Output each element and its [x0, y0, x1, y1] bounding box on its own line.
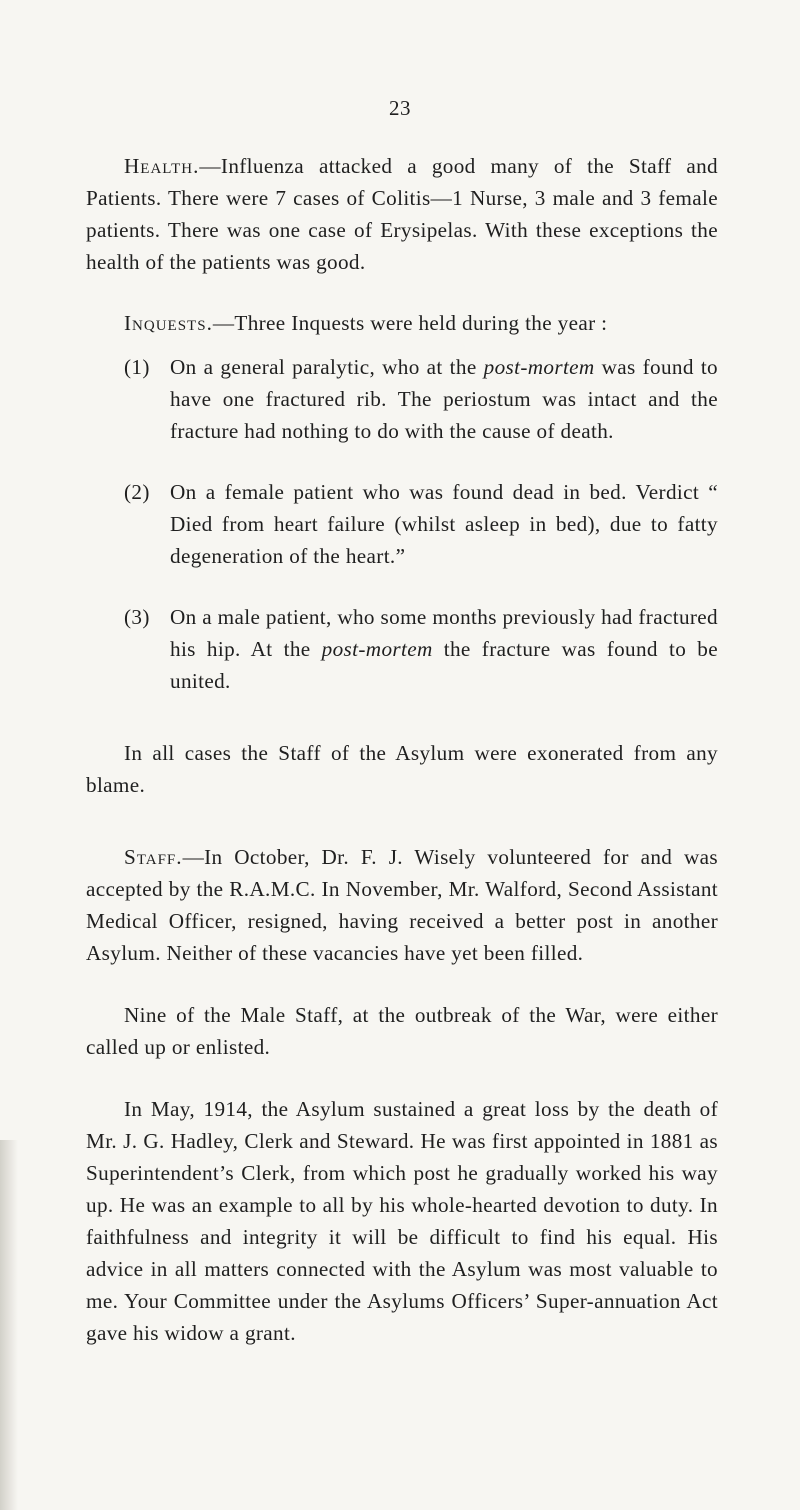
staff-paragraph: [86, 841, 718, 969]
inquest-item: [86, 601, 718, 697]
inquest-item-text-start: On a general paralytic, who at the: [170, 355, 484, 379]
post-mortem-term: post-mortem: [321, 637, 433, 661]
inquest-item: [86, 351, 718, 447]
post-mortem-term: post-mortem: [483, 355, 595, 379]
inquests-heading: Inquests.: [124, 311, 213, 335]
inquest-item-text-end: the fracture was found to be united.: [170, 637, 718, 693]
inquest-item-text-start: On a male patient, who some months previously had fractured his hip. At the: [170, 605, 718, 661]
inquest-item-text: [170, 351, 718, 447]
health-paragraph: [86, 150, 718, 278]
inquests-conclusion: In all cases the Staff of the Asylum were exonerated from any blame.: [86, 741, 718, 797]
staff-heading: Staff.: [124, 845, 183, 869]
staff-text: —In October, Dr. F. J. Wisely volunteered for and was accepted by the R.A.M.C. In November, Mr. Walford, Second Assistant Medical Officer, resigned, having received a better post in another Asylum. Neither of these vacancies have yet been filled.: [86, 845, 718, 965]
health-heading: Health.: [124, 154, 200, 178]
page-number: 23: [389, 96, 411, 120]
inquests-text: —Three Inquests were held during the year :: [212, 311, 608, 335]
page-edge-shadow: [0, 1140, 18, 1510]
inquest-item: [86, 476, 718, 572]
war-paragraph: Nine of the Male Staff, at the outbreak of the War, were either called up or enlisted.: [86, 1003, 718, 1059]
inquest-item-number: (3): [124, 605, 150, 629]
inquest-item-number: (1): [124, 355, 150, 379]
inquest-item-text: [170, 601, 718, 697]
document-body: [86, 150, 718, 1349]
inquest-item-text-end: was found to have one fractured rib. The periostum was intact and the fracture had nothing to do with the cause of death.: [170, 355, 718, 443]
inquest-item-text: On a female patient who was found dead in bed. Verdict “ Died from heart failure (whilst asleep in bed), due to fatty degeneration of the heart.”: [170, 480, 718, 568]
inquest-item-number: (2): [124, 480, 150, 504]
inquests-paragraph: [86, 307, 718, 339]
hadley-paragraph: In May, 1914, the Asylum sustained a great loss by the death of Mr. J. G. Hadley, Clerk and Steward. He was first appointed in 1881 as Superintendent’s Clerk, from which post he gradually worked his way up. He was an example to all by his whole-hearted devotion to duty. In faithfulness and integrity it will be difficult to find his equal. His advice in all matters connected with the Asylum was most valuable to me. Your Committee under the Asylums Officers’ Super-annuation Act gave his widow a grant.: [86, 1097, 718, 1345]
health-text: —Influenza attacked a good many of the Staff and Patients. There were 7 cases of Colitis—1 Nurse, 3 male and 3 female patients. There was one case of Erysipelas. With these exceptions the health of the patients was good.: [86, 154, 718, 274]
